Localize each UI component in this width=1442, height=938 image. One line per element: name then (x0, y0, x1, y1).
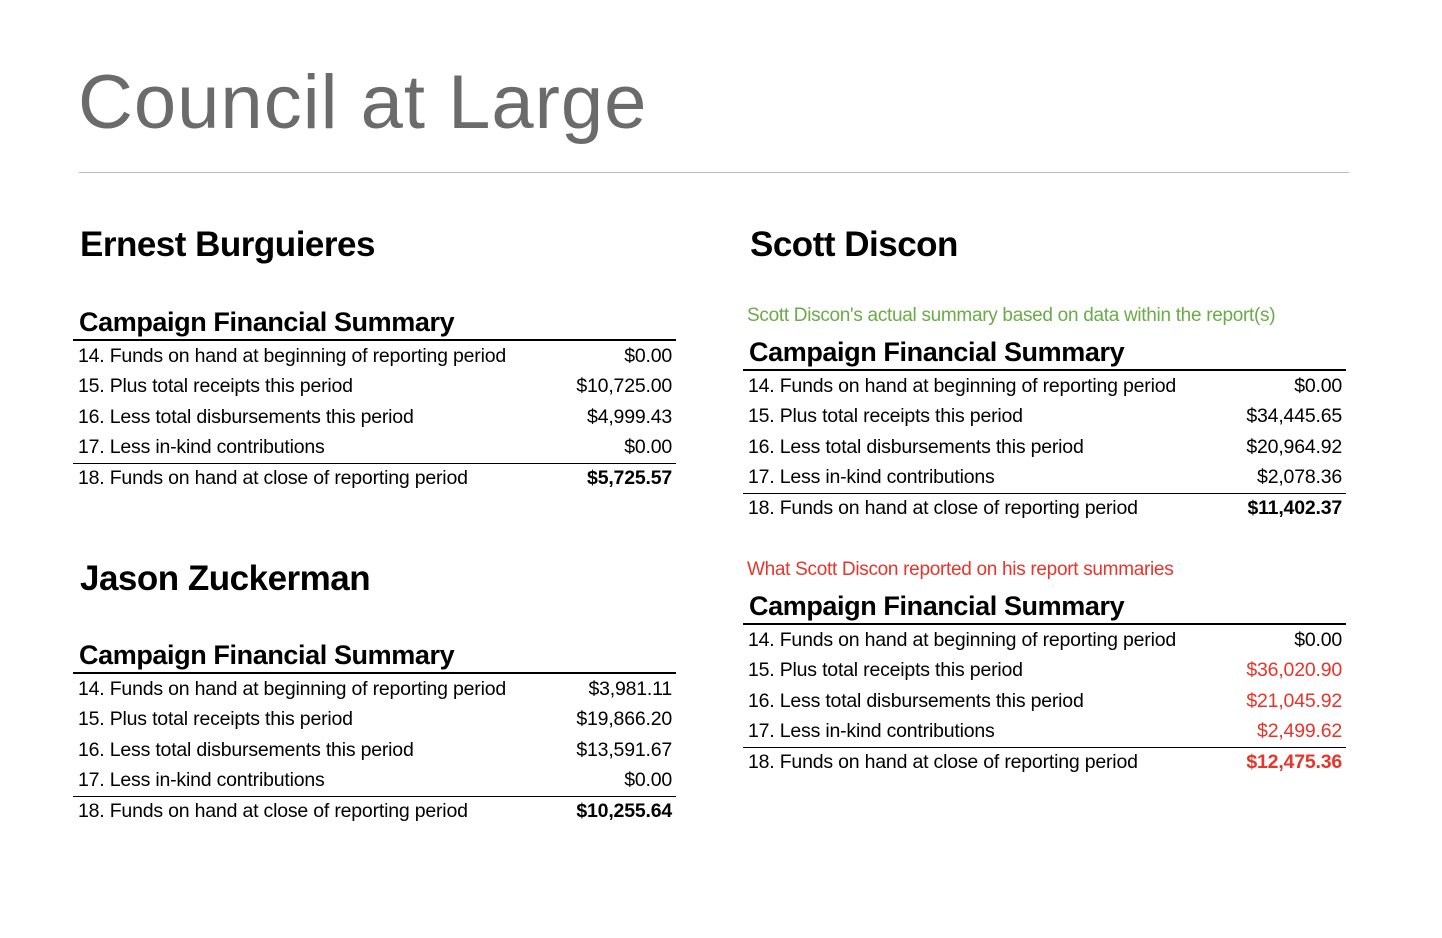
row-label: 15. Plus total receipts this period (748, 659, 1023, 682)
summary-row (73, 674, 676, 705)
summary-total-row (743, 493, 1346, 524)
row-label: 14. Funds on hand at beginning of reporting period (748, 374, 1176, 397)
financial-summary-jason (73, 638, 676, 827)
summary-row (743, 402, 1346, 433)
summary-row (73, 766, 676, 797)
summary-row (743, 686, 1346, 717)
candidate-name-jason-zuckerman: Jason Zuckerman (80, 559, 371, 598)
row-value: $34,445.65 (1246, 405, 1342, 428)
row-label: 16. Less total disbursements this period (78, 405, 414, 428)
row-label: 18. Funds on hand at close of reporting period (78, 800, 468, 823)
summary-row (743, 432, 1346, 463)
row-value: $2,499.62 (1257, 720, 1342, 743)
row-value: $19,866.20 (576, 708, 672, 731)
page-title: Council at Large (78, 60, 648, 145)
row-value: $0.00 (1294, 628, 1342, 651)
row-value: $0.00 (1294, 374, 1342, 397)
row-value: $5,725.57 (587, 467, 672, 490)
row-value: $0.00 (624, 769, 672, 792)
actual-summary-note: Scott Discon's actual summary based on data within the report(s) (747, 305, 1276, 326)
financial-summary-scott-actual (743, 335, 1346, 524)
candidate-name-ernest-burguieres: Ernest Burguieres (80, 225, 375, 264)
row-value: $2,078.36 (1257, 466, 1342, 489)
row-value: $12,475.36 (1246, 751, 1342, 774)
row-value: $20,964.92 (1246, 435, 1342, 458)
summary-row (743, 717, 1346, 748)
row-value: $36,020.90 (1246, 659, 1342, 682)
row-label: 17. Less in-kind contributions (78, 769, 325, 792)
row-label: 17. Less in-kind contributions (78, 436, 325, 459)
row-value: $0.00 (624, 344, 672, 367)
row-value: $10,725.00 (576, 375, 672, 398)
row-label: 14. Funds on hand at beginning of reporting period (748, 628, 1176, 651)
row-value: $13,591.67 (576, 738, 672, 761)
financial-summary-ernest (73, 305, 676, 494)
row-label: 15. Plus total receipts this period (748, 405, 1023, 428)
summary-row (743, 371, 1346, 402)
row-value: $11,402.37 (1247, 497, 1342, 520)
row-label: 15. Plus total receipts this period (78, 708, 353, 731)
row-label: 16. Less total disbursements this period (748, 435, 1084, 458)
summary-row (73, 433, 676, 464)
row-value: $3,981.11 (588, 677, 672, 700)
row-value: $4,999.43 (587, 405, 672, 428)
row-value: $21,045.92 (1246, 689, 1342, 712)
title-divider (79, 172, 1349, 173)
row-value: $10,255.64 (576, 800, 672, 823)
summary-row (743, 625, 1346, 656)
summary-total-row (743, 747, 1346, 778)
summary-row (743, 463, 1346, 494)
summary-heading: Campaign Financial Summary (743, 335, 1346, 371)
summary-heading: Campaign Financial Summary (743, 589, 1346, 625)
summary-total-row (73, 796, 676, 827)
summary-total-row (73, 463, 676, 494)
candidate-name-scott-discon: Scott Discon (750, 225, 958, 264)
row-label: 18. Funds on hand at close of reporting period (78, 467, 468, 490)
row-label: 18. Funds on hand at close of reporting period (748, 497, 1138, 520)
summary-row (73, 705, 676, 736)
summary-heading: Campaign Financial Summary (73, 638, 676, 674)
row-label: 17. Less in-kind contributions (748, 466, 995, 489)
summary-heading: Campaign Financial Summary (73, 305, 676, 341)
row-label: 14. Funds on hand at beginning of reporting period (78, 344, 506, 367)
row-label: 16. Less total disbursements this period (748, 689, 1084, 712)
financial-summary-scott-reported (743, 589, 1346, 778)
row-label: 18. Funds on hand at close of reporting period (748, 751, 1138, 774)
summary-row (743, 656, 1346, 687)
summary-row (73, 735, 676, 766)
row-label: 15. Plus total receipts this period (78, 375, 353, 398)
summary-row (73, 402, 676, 433)
summary-row (73, 341, 676, 372)
summary-row (73, 372, 676, 403)
row-value: $0.00 (624, 436, 672, 459)
row-label: 17. Less in-kind contributions (748, 720, 995, 743)
row-label: 16. Less total disbursements this period (78, 738, 414, 761)
reported-summary-note: What Scott Discon reported on his report summaries (747, 559, 1174, 580)
row-label: 14. Funds on hand at beginning of reporting period (78, 677, 506, 700)
